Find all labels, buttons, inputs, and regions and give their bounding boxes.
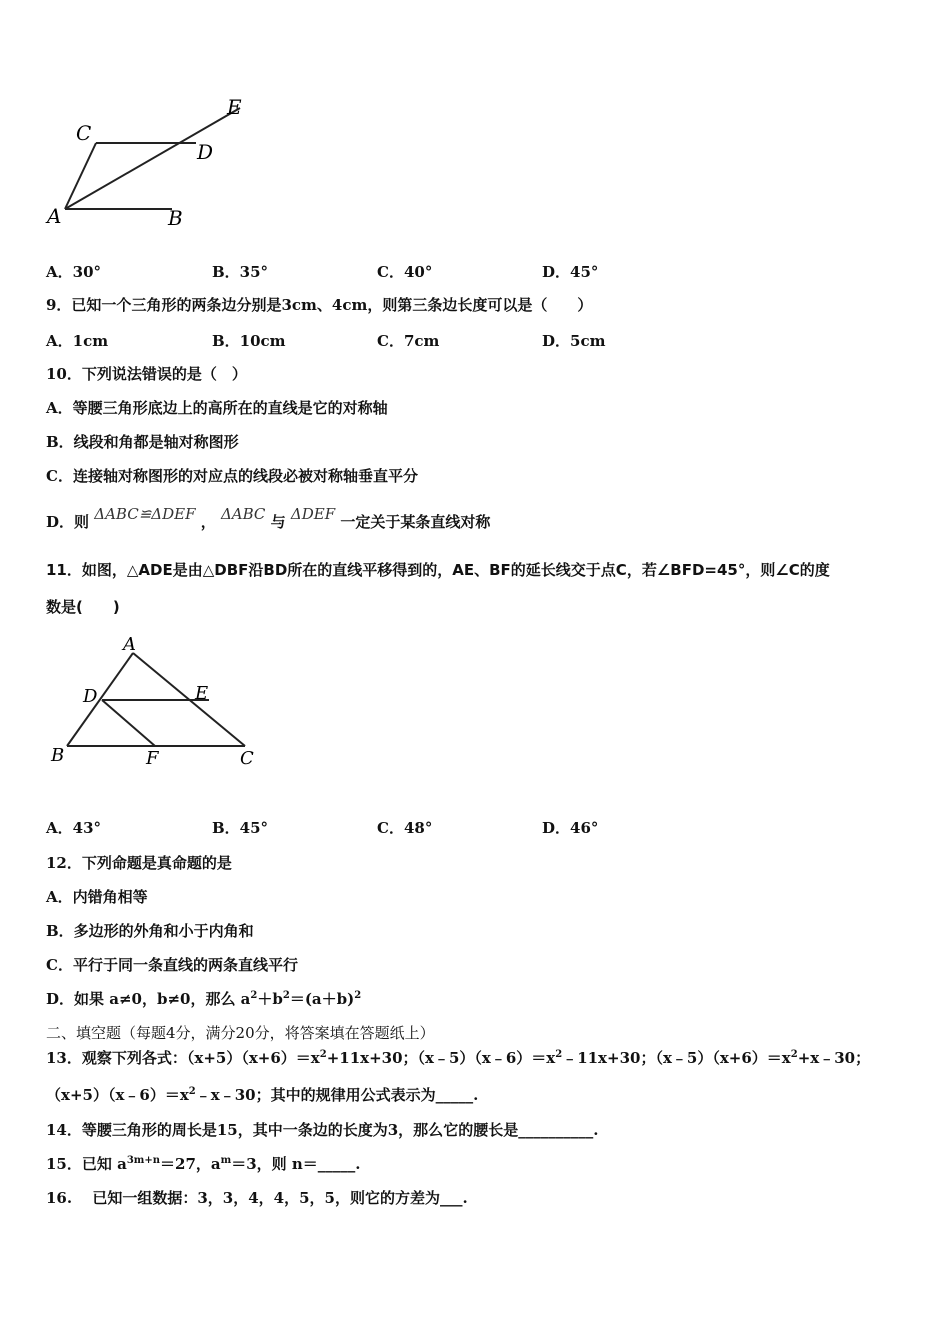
- q8-option-a: A．30°: [46, 263, 102, 281]
- q12-option-d: [46, 989, 361, 1009]
- label-A: A: [123, 634, 136, 655]
- label-A: A: [47, 204, 62, 228]
- q9-option-a: A．1cm: [46, 332, 109, 350]
- q12-d-eq: ＝(a＋b): [289, 990, 355, 1008]
- q9-option-d: D．5cm: [542, 332, 606, 350]
- q9-stem: 9．已知一个三角形的两条边分别是3cm、4cm，则第三条边长度可以是（ ）: [46, 296, 593, 314]
- q13-line1-mid2: ﹣11x+30；（x﹣5）（x+6）＝x: [562, 1049, 791, 1067]
- q10-d-formula3: ΔDEF: [290, 505, 336, 523]
- q9-option-c: C．7cm: [377, 332, 440, 350]
- label-C: C: [240, 748, 254, 769]
- q12-option-c: C．平行于同一条直线的两条直线平行: [46, 956, 298, 974]
- q11-option-d-text: D．46°: [542, 819, 599, 837]
- q11-option-b: [212, 817, 268, 838]
- q13-line1-sup2: 2: [555, 1049, 563, 1060]
- q10-stem: 10．下列说法错误的是（ ）: [46, 365, 247, 383]
- label-F: F: [146, 748, 159, 769]
- label-D: D: [83, 686, 98, 707]
- q10-d-prefix: D．则: [46, 513, 90, 531]
- label-B: B: [168, 206, 183, 230]
- q10-option-c: C．连接轴对称图形的对应点的线段必被对称轴垂直平分: [46, 467, 418, 485]
- q11-option-c-text: C．48°: [377, 819, 433, 837]
- q10-option-b: B．线段和角都是轴对称图形: [46, 433, 239, 451]
- q15-sup2: m: [220, 1155, 232, 1166]
- q13-line2-pre: （x+5）（x﹣6）＝x: [46, 1086, 189, 1104]
- q9-option-b: B．10cm: [212, 332, 286, 350]
- q10-d-and: 与: [270, 513, 286, 531]
- q15-end: ＝3，则 n＝_____.: [231, 1155, 361, 1173]
- q12-option-b: B．多边形的外角和小于内角和: [46, 922, 254, 940]
- q11-option-c: [377, 817, 432, 838]
- q10-d-comma: ，: [200, 513, 216, 531]
- q13-line1-sup3: 2: [790, 1049, 798, 1060]
- q13-line1-end: +x﹣30；: [797, 1049, 871, 1067]
- q13-line2: [46, 1085, 478, 1105]
- q10-d-suffix: 一定关于某条直线对称: [340, 513, 491, 531]
- q11-stem-line1: 11．如图，△ADE是由△DBF沿BD所在的直线平移得到的，AE、BF的延长线交于点C，若∠BFD=45°，则∠C的度: [46, 561, 830, 579]
- q13-line1: [46, 1048, 870, 1068]
- q10-option-d: [46, 505, 491, 532]
- label-C: C: [76, 121, 92, 145]
- q12-d-mid: ＋b: [257, 990, 283, 1008]
- label-E: E: [227, 95, 242, 119]
- q12-d-text: D．如果 a≠0，b≠0，那么 a: [46, 990, 251, 1008]
- q12-d-sup2: 2: [282, 990, 290, 1001]
- triangle-translation-figure: [45, 630, 270, 775]
- q12-d-sup3: 2: [354, 990, 362, 1001]
- q11-option-d: [542, 817, 598, 838]
- q16-text: 16. 已知一组数据：3，3，4，4，5，5，则它的方差为___.: [46, 1189, 468, 1207]
- q8-option-d: D．45°: [542, 263, 599, 281]
- section-2-title: 二、填空题（每题4分，满分20分，将答案填在答题纸上）: [46, 1024, 435, 1042]
- label-D: D: [197, 140, 214, 164]
- q11-stem-line2: 数是( ): [46, 598, 120, 616]
- q13-line2-sup: 2: [188, 1086, 196, 1097]
- q8-option-b: B．35°: [212, 263, 269, 281]
- q11-option-a-text: A．43°: [46, 819, 102, 837]
- q15-text: [46, 1154, 361, 1174]
- q10-d-formula2: ΔABC: [220, 505, 266, 523]
- q11-option-b-text: B．45°: [212, 819, 269, 837]
- q13-line1-sup1: 2: [319, 1049, 327, 1060]
- q15-sup1: 3m+n: [126, 1155, 161, 1166]
- q8-option-c: C．40°: [377, 263, 433, 281]
- q15-pre: 15．已知 a: [46, 1155, 127, 1173]
- q13-line1-mid1: +11x+30；（x﹣5）（x﹣6）＝x: [326, 1049, 556, 1067]
- label-B: B: [51, 745, 65, 766]
- q12-stem: 12．下列命题是真命题的是: [46, 854, 232, 872]
- parallelogram-figure: [40, 92, 260, 237]
- q13-line2-end: ﹣x﹣30；其中的规律用公式表示为_____.: [195, 1086, 479, 1104]
- q13-line1-pre: 13．观察下列各式：（x+5）（x+6）＝x: [46, 1049, 320, 1067]
- q14-text: 14．等腰三角形的周长是15，其中一条边的长度为3，那么它的腰长是__________.: [46, 1121, 599, 1139]
- q12-d-sup1: 2: [250, 990, 258, 1001]
- q11-option-a: [46, 817, 101, 838]
- q12-option-a: A．内错角相等: [46, 888, 148, 906]
- q10-d-formula1: ΔABC≌ΔDEF: [94, 505, 196, 523]
- q10-option-a: A．等腰三角形底边上的高所在的直线是它的对称轴: [46, 399, 388, 417]
- label-E: E: [195, 683, 209, 704]
- q15-mid1: ＝27，a: [160, 1155, 221, 1173]
